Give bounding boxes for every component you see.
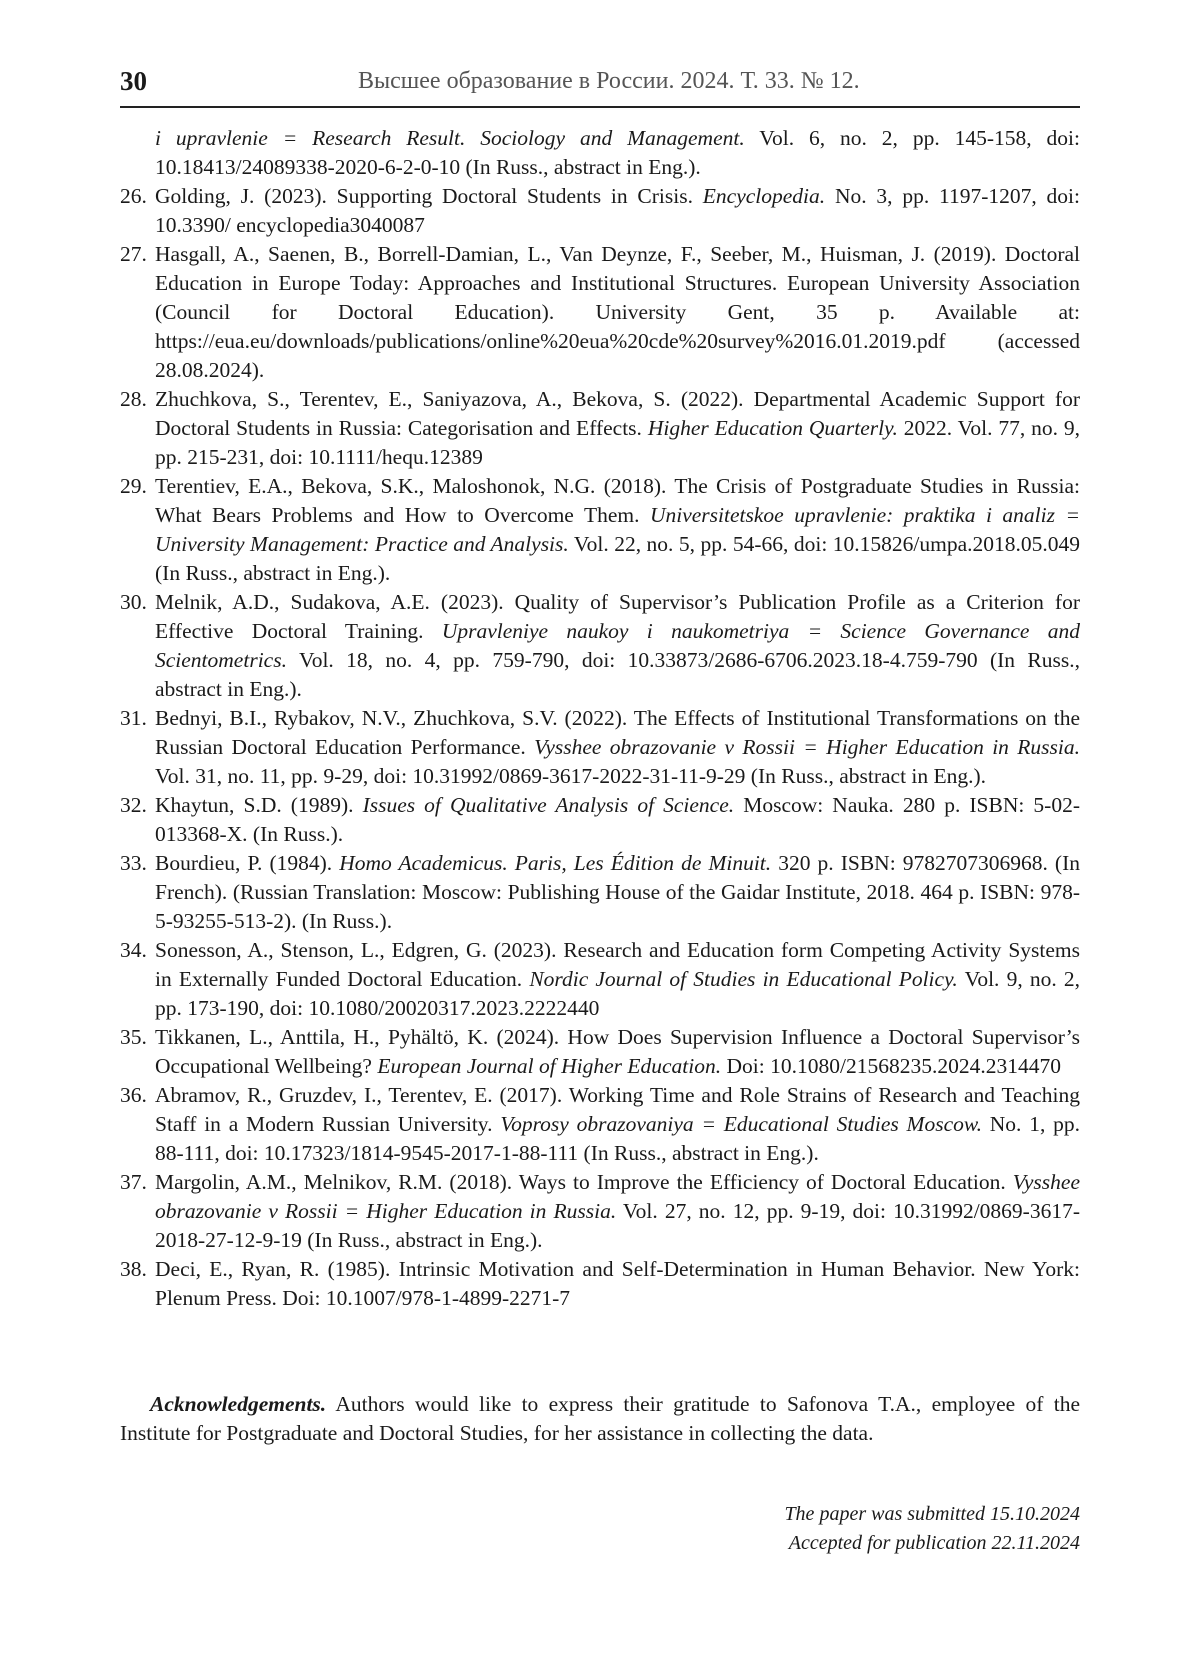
reference-source: European Journal of Higher Education. [377,1054,722,1078]
reference-source: Issues of Qualitative Analysis of Science. [362,793,735,817]
reference-list [120,124,1080,1313]
reference-text: Vol. 6, no. 2, pp. 145-158, doi: 10.18413/24089338-2020-6-2-0-10 (In Russ., abstract in Eng.). [155,126,1080,179]
reference-item [120,1023,1080,1081]
submission-dates [784,1500,1080,1558]
acknowledgements-text: Authors would like to express their gratitude to Safonova T.A., employee of the Institute for Postgraduate and Doctoral Studies, for her assistance in collecting the data. [120,1392,1080,1445]
reference-text: Melnik, A.D., Sudakova, A.E. (2023). Quality of Supervisor’s Publication Profile as a Criterion for Effective Doctoral Training. [155,590,1080,643]
reference-item [120,588,1080,704]
reference-text: Khaytun, S.D. (1989). [155,793,363,817]
reference-number: 29. [120,474,147,498]
reference-number: 26. [120,184,147,208]
reference-source: Voprosy obrazovaniya = Educational Studies Moscow. [500,1112,982,1136]
reference-item [120,385,1080,472]
reference-text: Bourdieu, P. (1984). [155,851,340,875]
reference-source: i upravlenie = Research Result. Sociology and Management. [155,126,745,150]
reference-source: Upravleniye naukoy i naukometriya = Science Governance and Scientometrics. [155,619,1080,672]
reference-text: No. 3, pp. 1197-1207, doi: 10.3390/ encyclopedia3040087 [155,184,1080,237]
reference-text: Vol. 22, no. 5, pp. 54-66, doi: 10.15826/umpa.2018.05.049 (In Russ., abstract in Eng.). [155,532,1080,585]
reference-item [120,472,1080,588]
reference-text: Vol. 9, no. 2, pp. 173-190, doi: 10.1080/20020317.2023.2222440 [155,967,1081,1020]
reference-number: 38. [120,1257,147,1281]
reference-source: Encyclopedia. [702,184,826,208]
acknowledgements-title: Acknowledgements. [150,1392,327,1416]
reference-item [120,1255,1080,1313]
reference-text: 320 p. ISBN: 9782707306968. (In French). (Russian Translation: Moscow: Publishing House of the Gaidar Institute, 2018. 464 p. ISBN: 978-5-93255-513-2). (In Russ.). [155,851,1080,933]
running-title: Высшее образование в России. 2024. Т. 33. № 12. [358,68,860,94]
reference-text: Moscow: Nauka. 280 p. ISBN: 5-02-013368-X. (In Russ.). [155,793,1080,846]
reference-item [120,849,1080,936]
reference-text: No. 1, pp. 88-111, doi: 10.17323/1814-9545-2017-1-88-111 (In Russ., abstract in Eng.). [155,1112,1081,1165]
reference-source: Homo Academicus. Paris, Les Édition de Minuit. [339,851,772,875]
reference-text: Golding, J. (2023). Supporting Doctoral Students in Crisis. [155,184,703,208]
reference-item [120,936,1080,1023]
reference-text: Sonesson, A., Stenson, L., Edgren, G. (2023). Research and Education form Competing Activity Systems in Externally Funded Doctoral Education. [155,938,1080,991]
reference-item [120,240,1080,385]
accepted-date: Accepted for publication 22.11.2024 [788,1532,1080,1554]
reference-source: Vysshee obrazovanie v Rossii = Higher Education in Russia. [534,735,1080,759]
reference-text: Deci, E., Ryan, R. (1985). Intrinsic Motivation and Self-Determination in Human Behavior. New York: Plenum Press. Doi: 10.1007/978-1-4899-2271-7 [155,1257,1080,1310]
reference-item [120,1081,1080,1168]
reference-text: Zhuchkova, S., Terentev, E., Saniyazova, A., Bekova, S. (2022). Departmental Academic Support for Doctoral Students in Russia: Categorisation and Effects. [155,387,1080,440]
reference-source: Vysshee obrazovanie v Rossii = Higher Education in Russia. [155,1170,1080,1223]
page-number: 30 [120,66,147,96]
reference-source: Universitetskoe upravlenie: praktika i analiz = University Management: Practice and Analysis. [155,503,1080,556]
reference-source: Nordic Journal of Studies in Educational Policy. [529,967,958,991]
page-header [120,56,1080,108]
reference-number: 30. [120,590,147,614]
reference-number: 27. [120,242,147,266]
reference-text: Doi: 10.1080/21568235.2024.2314470 [721,1054,1061,1078]
reference-item [120,124,1080,182]
reference-text: 2022. Vol. 77, no. 9, pp. 215-231, doi: 10.1111/hequ.12389 [155,416,1080,469]
reference-text: Vol. 27, no. 12, pp. 9-19, doi: 10.31992/0869-3617-2018-27-12-9-19 (In Russ., abstract in Eng.). [155,1199,1080,1252]
reference-number: 34. [120,938,147,962]
reference-number: 31. [120,706,147,730]
submitted-date: The paper was submitted 15.10.2024 [784,1503,1080,1525]
reference-number: 36. [120,1083,147,1107]
reference-number: 28. [120,387,147,411]
reference-item [120,182,1080,240]
reference-text: Margolin, A.M., Melnikov, R.M. (2018). Ways to Improve the Efficiency of Doctoral Education. [155,1170,1013,1194]
reference-number: 37. [120,1170,147,1194]
reference-source: Higher Education Quarterly. [647,416,898,440]
reference-item [120,1168,1080,1255]
reference-number: 32. [120,793,147,817]
reference-text: Bednyi, B.I., Rybakov, N.V., Zhuchkova, S.V. (2022). The Effects of Institutional Transformations on the Russian Doctoral Education Performance. [155,706,1080,759]
acknowledgements [120,1390,1080,1448]
reference-text: Hasgall, A., Saenen, B., Borrell-Damian, L., Van Deynze, F., Seeber, M., Huisman, J. (2019). Doctoral Education in Europe Today: Approaches and Institutional Structures. European University Association (Council for Doctoral Education). University Gent, 35 p. Available at: https://eua.eu/downloads/publications/online%20eua%20cde%20survey%2016.01.2019.pdf (accessed 28.08.2024). [155,242,1080,382]
reference-item [120,791,1080,849]
reference-text: Vol. 18, no. 4, pp. 759-790, doi: 10.33873/2686-6706.2023.18-4.759-790 (In Russ., abstract in Eng.). [155,648,1080,701]
reference-number: 33. [120,851,147,875]
reference-text: Terentiev, E.A., Bekova, S.K., Maloshonok, N.G. (2018). The Crisis of Postgraduate Studies in Russia: What Bears Problems and How to Overcome Them. [155,474,1080,527]
reference-item [120,704,1080,791]
reference-number: 35. [120,1025,147,1049]
reference-text: Tikkanen, L., Anttila, H., Pyhältö, K. (2024). How Does Supervision Influence a Doctoral Supervisor’s Occupational Wellbeing? [155,1025,1080,1078]
reference-text: Abramov, R., Gruzdev, I., Terentev, E. (2017). Working Time and Role Strains of Research and Teaching Staff in a Modern Russian University. [155,1083,1080,1136]
reference-text: Vol. 31, no. 11, pp. 9-29, doi: 10.31992/0869-3617-2022-31-11-9-29 (In Russ., abstract in Eng.). [155,764,987,788]
